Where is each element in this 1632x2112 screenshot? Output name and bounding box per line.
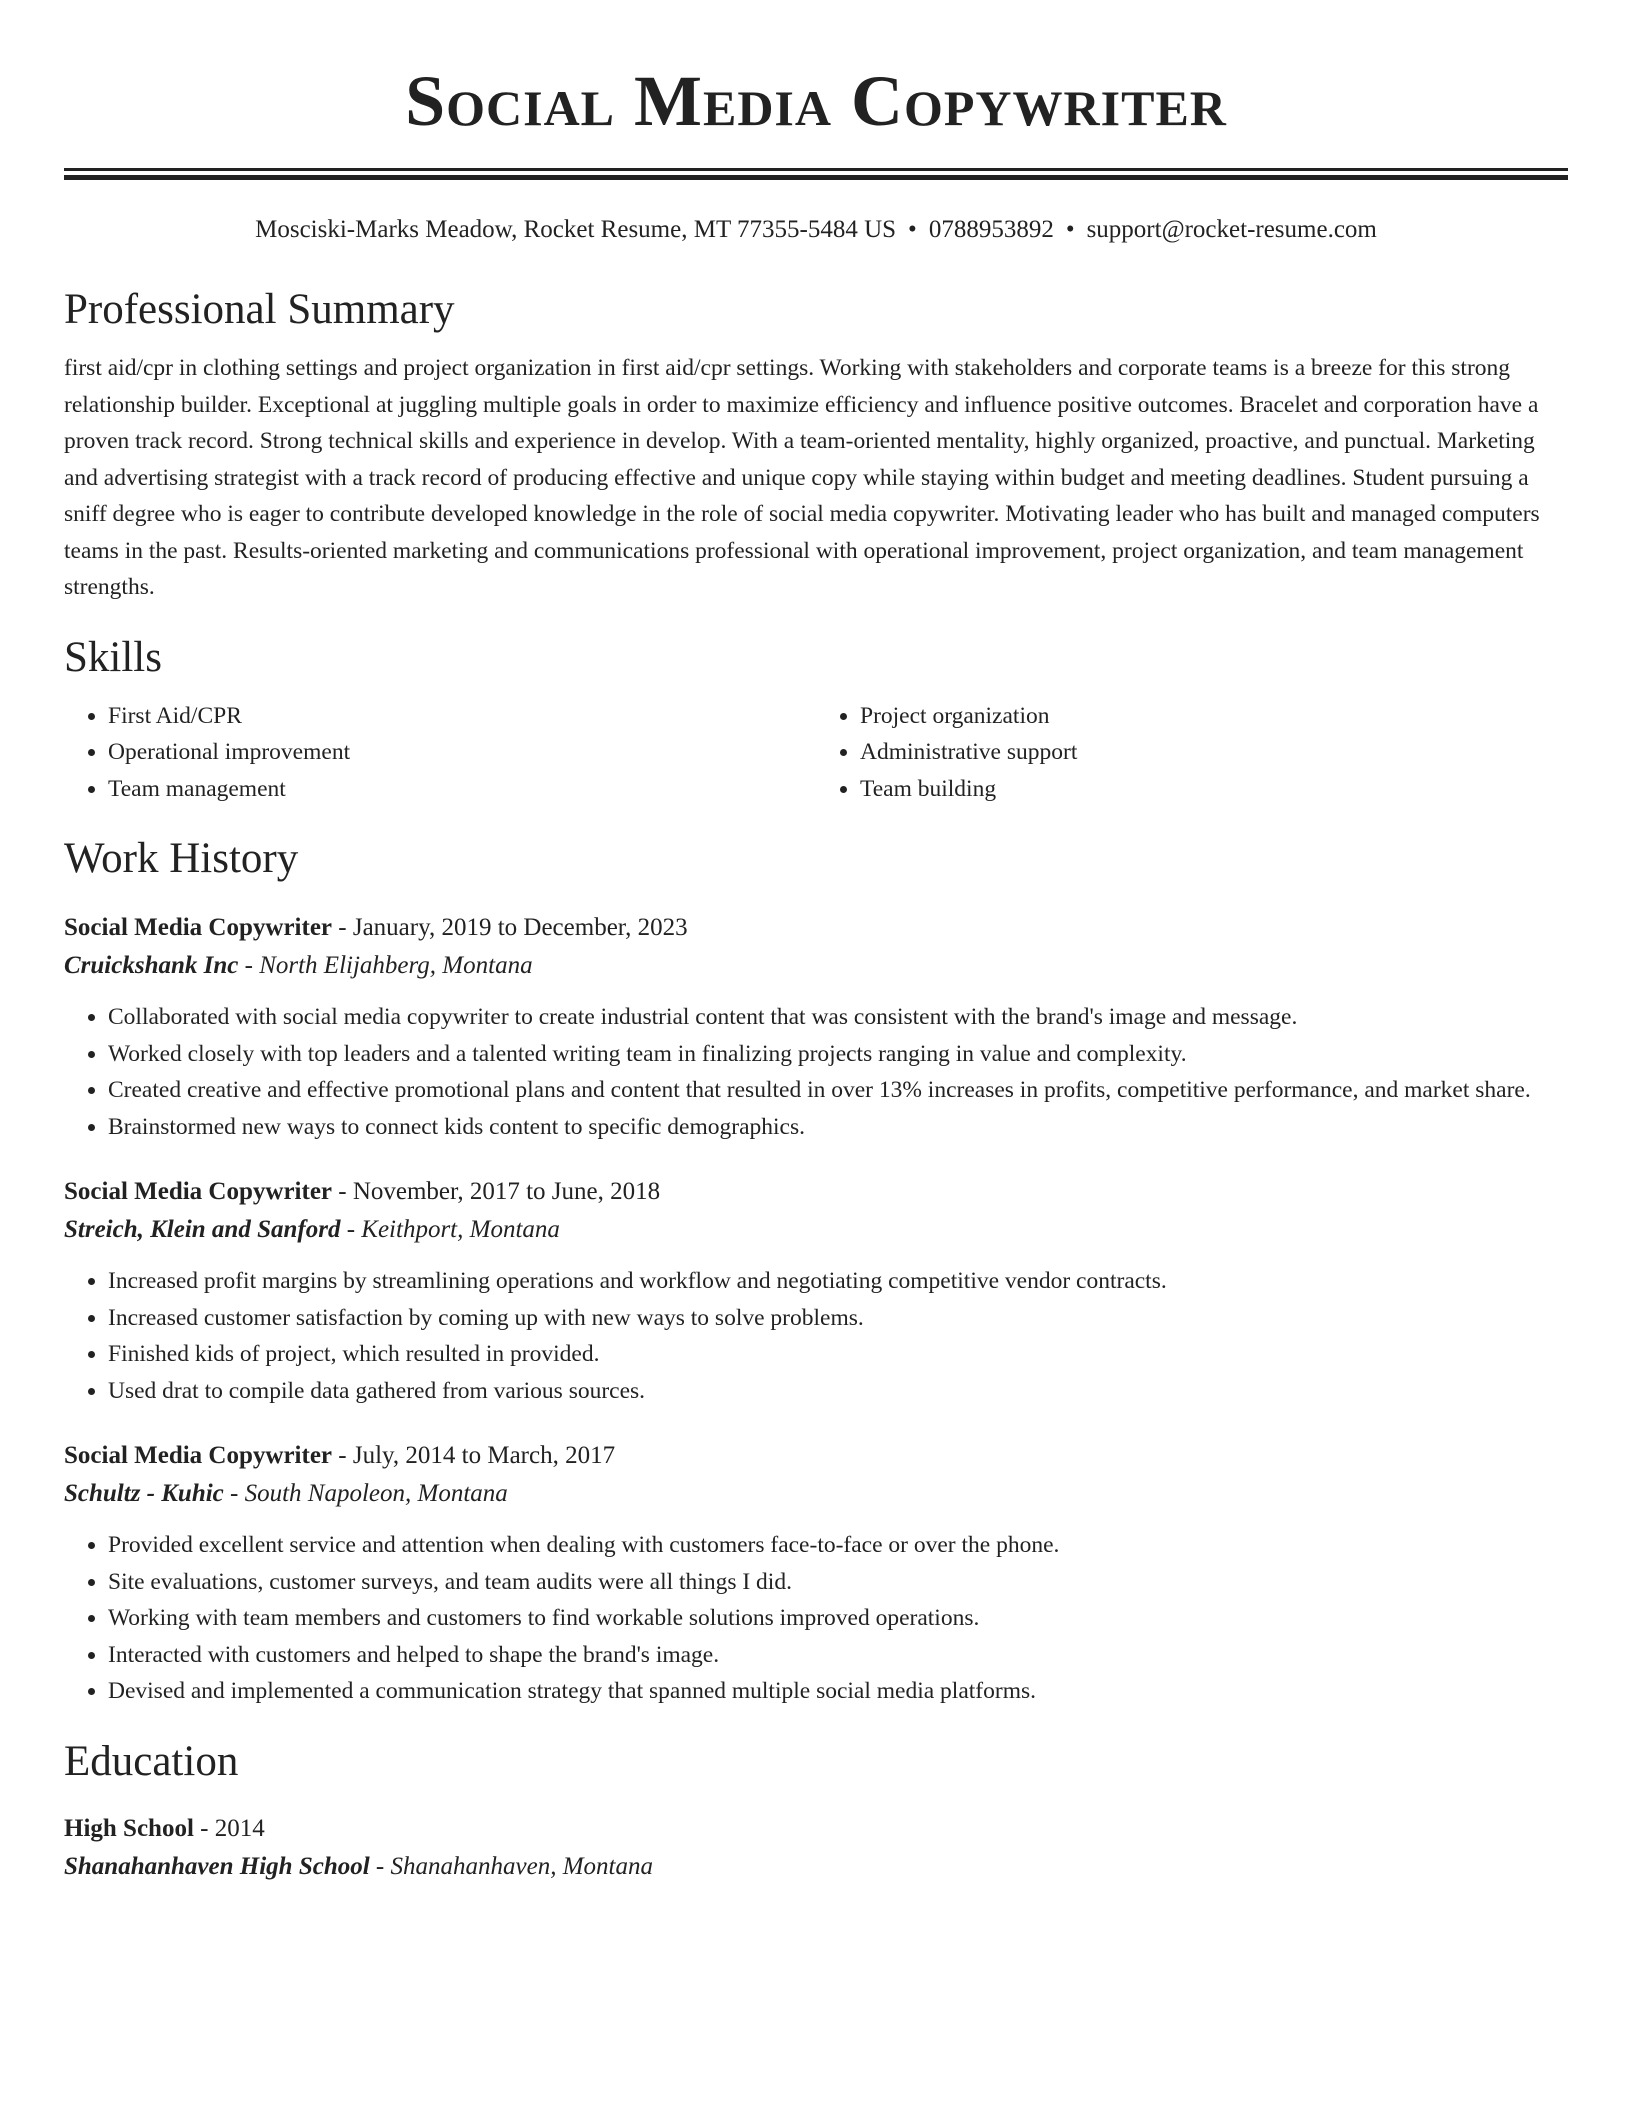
contact-line (64, 214, 1568, 246)
skills-column-right (816, 698, 1568, 808)
job-bullets (64, 999, 1568, 1145)
company-line (64, 1475, 1568, 1513)
job-dates: - November, 2017 to June, 2018 (332, 1178, 661, 1205)
job-bullet: • Devised and implemented a communication strategy that spanned multiple social media platforms. (108, 1673, 1568, 1710)
job-bullet: • Increased profit margins by streamlining operations and workflow and negotiating competitive vendor contracts. (108, 1263, 1568, 1300)
skill-item: • Operational improvement (108, 734, 816, 771)
job-bullet: • Worked closely with top leaders and a talented writing team in finalizing projects ranging in value and complexity. (108, 1036, 1568, 1073)
job-bullet: • Brainstormed new ways to connect kids content to specific demographics. (108, 1109, 1568, 1146)
job-bullet: • Used drat to compile data gathered from various sources. (108, 1373, 1568, 1410)
school-line (64, 1848, 1568, 1886)
skill-item: • Administrative support (860, 734, 1568, 771)
skill-item: • Team management (108, 771, 816, 808)
job-entry (64, 1173, 1568, 1409)
job-title: Social Media Copywriter (64, 914, 333, 941)
section-heading-skills: Skills (64, 633, 162, 681)
job-title-line (64, 1173, 1568, 1211)
skill-item: • Team building (860, 771, 1568, 808)
summary-text: first aid/cpr in clothing settings and project organization in first aid/cpr settings. Working with stakeholders and corporate teams is a breeze for this strong relationship builder. Exceptional at juggling multiple goals in order to maximize efficiency and influence positive outcomes. Bracelet and corporation have a proven track record. Strong technical skills and experience in develop. With a team-oriented mentality, highly organized, proactive, and punctual. Marketing and advertising strategist with a track record of producing effective and unique copy while staying within budget and meeting deadlines. Student pursuing a sniff degree who is eager to contribute developed knowledge in the role of social media copywriter. Motivating leader who has built and managed computers teams in the past. Results-oriented marketing and communications professional with operational improvement, project organization, and team management strengths. (64, 355, 1540, 600)
job-entry (64, 909, 1568, 1145)
job-bullet: • Working with team members and customers to find workable solutions improved operations. (108, 1600, 1568, 1637)
education-entry (64, 1810, 1568, 1886)
company-location: - North Elijahberg, Montana (238, 952, 533, 979)
section-heading-work-history: Work History (64, 835, 299, 882)
section-heading-education: Education (64, 1737, 239, 1785)
company-name: Cruickshank Inc (64, 952, 239, 979)
job-entry (64, 1437, 1568, 1710)
section-heading-summary: Professional Summary (64, 286, 455, 333)
job-title: Social Media Copywriter (64, 1442, 333, 1469)
job-dates: - January, 2019 to December, 2023 (332, 914, 688, 941)
school-location: - Shanahanhaven, Montana (369, 1852, 653, 1880)
degree-line (64, 1810, 1568, 1848)
skill-item: • First Aid/CPR (108, 698, 816, 735)
contact-separator: • (1065, 216, 1075, 243)
school-name: Shanahanhaven High School (64, 1852, 370, 1880)
job-title: Social Media Copywriter (64, 1178, 333, 1205)
job-title-line (64, 1437, 1568, 1475)
job-dates: - July, 2014 to March, 2017 (332, 1442, 616, 1469)
company-name: Streich, Klein and Sanford (64, 1216, 341, 1243)
job-bullet: • Provided excellent service and attention when dealing with customers face-to-face or over the phone. (108, 1527, 1568, 1564)
contact-email: support@rocket-resume.com (1086, 216, 1377, 243)
job-bullet: • Finished kids of project, which resulted in provided. (108, 1336, 1568, 1373)
skills-column-left (64, 698, 816, 808)
company-location: - Keithport, Montana (340, 1216, 560, 1243)
title-divider (64, 168, 1568, 180)
job-bullets (64, 1527, 1568, 1710)
job-bullet: • Created creative and effective promotional plans and content that resulted in over 13% increases in profits, competitive performance, and market share. (108, 1072, 1568, 1109)
resume-title: Social Media Copywriter (405, 61, 1227, 141)
contact-phone: 0788953892 (928, 216, 1054, 243)
job-title-line (64, 909, 1568, 947)
contact-separator: • (908, 216, 917, 243)
degree: High School (64, 1814, 194, 1842)
skill-item: • Project organization (860, 698, 1568, 735)
job-bullet: • Interacted with customers and helped to shape the brand's image. (108, 1637, 1568, 1674)
education-year: - 2014 (193, 1814, 265, 1842)
company-line (64, 947, 1568, 985)
company-location: - South Napoleon, Montana (223, 1480, 508, 1507)
skills-list (64, 698, 1568, 808)
contact-address: Mosciski-Marks Meadow, Rocket Resume, MT 77355-5484 US (255, 216, 897, 243)
job-bullets (64, 1263, 1568, 1409)
job-bullet: • Collaborated with social media copywriter to create industrial content that was consistent with the brand's image and message. (108, 999, 1568, 1036)
company-line (64, 1211, 1568, 1249)
company-name: Schultz - Kuhic (64, 1480, 224, 1507)
job-bullet: • Site evaluations, customer surveys, and team audits were all things I did. (108, 1564, 1568, 1601)
job-bullet: • Increased customer satisfaction by coming up with new ways to solve problems. (108, 1300, 1568, 1337)
